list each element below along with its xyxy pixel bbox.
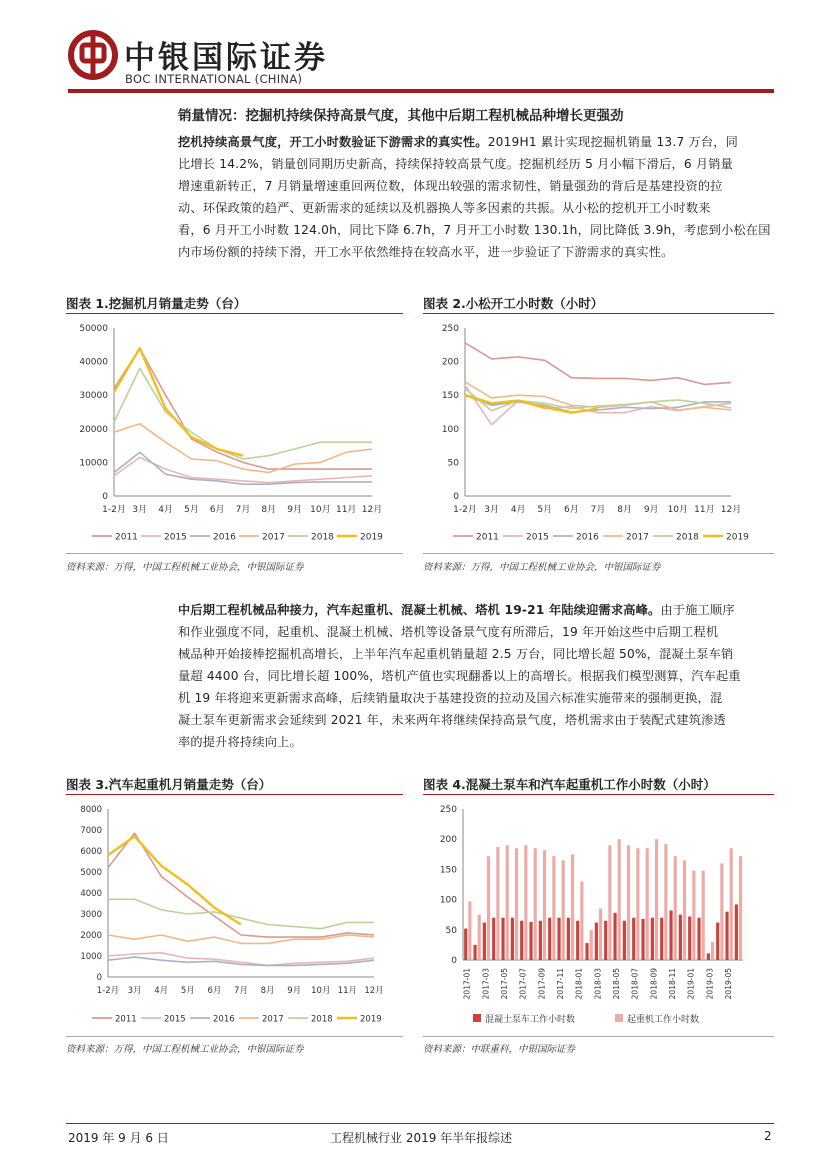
x-tick-label: 2017-05 [500, 968, 509, 1000]
y-tick-label: 0 [451, 956, 457, 966]
legend-label-crane: 起重机工作小时数 [627, 1015, 700, 1025]
bar-pump [483, 923, 486, 960]
x-tick-label: 10月 [310, 505, 331, 515]
legend-label-2017: 2017 [626, 532, 649, 543]
bar-pump [464, 929, 467, 960]
x-tick-label: 3月 [484, 505, 499, 515]
bar-pump [492, 918, 495, 960]
bar-pump [604, 921, 607, 960]
bar-crane [627, 845, 630, 960]
bar-crane [720, 863, 723, 960]
working-hours-bar-chart [423, 797, 774, 1033]
x-tick-label: 2019-03 [705, 968, 715, 1000]
legend-label-pump: 混凝土泵车工作小时数 [485, 1015, 576, 1025]
bar-crane [496, 847, 499, 960]
legend-label-2019: 2019 [360, 532, 383, 543]
figure-2-source: 资料来源：万得，中国工程机械工业协会，中银国际证券 [423, 562, 661, 573]
series-line-2018 [114, 368, 372, 459]
paragraph-1-line-3: 动、环保政策的趋严、更新需求的延续以及机器换人等多因素的共振。从小松的挖机开工小时数来 [178, 201, 711, 215]
series-line-2019 [114, 348, 243, 456]
series-line-2011 [114, 348, 372, 469]
x-tick-label: 12月 [364, 986, 384, 996]
bar-pump [585, 943, 588, 960]
y-tick-label: 0 [453, 492, 459, 502]
series-line-2015 [114, 457, 372, 482]
bar-crane [655, 839, 658, 960]
figure-2-title: 图表 2.小松开工小时数（小时） [423, 296, 604, 311]
legend-swatch-crane [615, 1014, 623, 1022]
boc-logo-icon [68, 30, 118, 80]
bar-crane [552, 856, 555, 960]
x-tick-label: 1-2月 [102, 505, 126, 515]
series-line-2017 [108, 935, 374, 943]
x-tick-label: 8月 [261, 505, 277, 515]
x-tick-label: 5月 [537, 505, 553, 515]
x-tick-label: 5月 [184, 505, 199, 515]
x-tick-label: 2018-07 [630, 968, 640, 1000]
paragraph-1-line-1: 比增长 14.2%，销量创同期历史新高，持续保持较高景气度。挖掘机经历 5 月小幅下滑后，6 月销量 [178, 157, 734, 171]
bar-pump [660, 918, 663, 960]
figure-3-title-rule [66, 794, 403, 795]
x-tick-label: 10月 [311, 986, 331, 996]
x-tick-label: 2018-11 [668, 968, 677, 1000]
figure-3-title: 图表 3.汽车起重机月销量走势（台） [66, 777, 272, 792]
y-tick-label: 1000 [80, 952, 102, 962]
y-tick-label: 0 [96, 973, 102, 983]
bar-crane [646, 848, 649, 960]
y-tick-label: 5000 [80, 868, 102, 878]
bar-crane [515, 848, 518, 960]
x-tick-label: 2017-11 [556, 968, 565, 1000]
bar-crane [506, 845, 509, 960]
paragraph-2 [178, 599, 760, 753]
company-name-en: BOC INTERNATIONAL (CHINA) [125, 72, 303, 86]
x-tick-label: 1-2月 [453, 505, 477, 515]
legend-label-2019: 2019 [360, 1014, 382, 1025]
legend-label-2016: 2016 [213, 1014, 235, 1025]
bar-pump [595, 923, 598, 960]
series-line-2011 [465, 343, 731, 385]
bar-pump [576, 921, 579, 960]
bar-crane [468, 901, 471, 960]
figure-4-title-rule [423, 794, 774, 795]
figure-1-title: 图表 1.挖掘机月销量走势（台） [66, 296, 247, 311]
bar-pump [725, 912, 728, 960]
bar-pump [539, 921, 542, 960]
bar-crane [608, 845, 611, 960]
legend-label-2016: 2016 [213, 532, 236, 543]
x-tick-label: 7月 [590, 505, 606, 515]
x-tick-label: 11月 [337, 986, 358, 996]
bar-crane [478, 915, 481, 960]
x-tick-label: 2019-05 [724, 968, 733, 1000]
truck-crane-sales-chart [66, 797, 403, 1033]
y-tick-label: 50 [445, 925, 457, 936]
bar-crane [674, 856, 677, 960]
x-tick-label: 11月 [694, 505, 715, 515]
x-tick-label: 2017-09 [537, 968, 547, 1000]
figure-3-bottom-rule [66, 1036, 403, 1037]
komatsu-hours-chart [423, 316, 774, 550]
x-tick-label: 6月 [564, 505, 579, 515]
bar-crane [702, 871, 705, 960]
x-tick-label: 8月 [260, 986, 275, 996]
bar-crane [571, 854, 574, 960]
y-tick-label: 50000 [79, 324, 108, 334]
y-tick-label: 0 [102, 492, 108, 502]
y-tick-label: 200 [441, 357, 459, 368]
figure-1-bottom-rule [66, 553, 403, 554]
footer-page-number: 2 [764, 1129, 772, 1143]
y-tick-label: 6000 [80, 847, 102, 857]
x-tick-label: 4月 [158, 505, 173, 515]
bar-pump [511, 918, 514, 960]
legend-label-2015: 2015 [164, 532, 187, 543]
x-tick-label: 4月 [510, 505, 526, 515]
bar-pump [697, 918, 700, 960]
y-tick-label: 50 [447, 458, 459, 469]
figure-3-source: 资料来源：万得，中国工程机械工业协会，中银国际证券 [66, 1044, 304, 1055]
footer-divider [66, 1123, 774, 1124]
x-tick-label: 11月 [335, 505, 357, 515]
x-tick-label: 9月 [287, 505, 302, 515]
x-tick-label: 2018-03 [593, 968, 603, 1000]
excavator-sales-chart [66, 316, 403, 550]
paragraph-2-line-4: 机 19 年将迎来更新需求高峰，后续销量取决于基建投资的拉动及国六标准实施带来的强制更换，混 [178, 691, 723, 705]
bar-pump [669, 910, 672, 960]
legend-label-2011: 2011 [115, 532, 138, 543]
bar-pump [548, 918, 551, 960]
bar-pump [641, 919, 644, 960]
bar-crane [692, 871, 695, 960]
legend-label-2017: 2017 [262, 1014, 284, 1025]
bar-crane [487, 856, 490, 960]
series-line-2017 [114, 424, 372, 473]
y-tick-label: 100 [439, 895, 457, 906]
bar-crane [580, 881, 583, 960]
figure-1-source: 资料来源：万得，中国工程机械工业协会，中银国际证券 [66, 562, 304, 573]
x-tick-label: 7月 [234, 986, 248, 996]
bar-crane [636, 848, 639, 960]
x-tick-label: 2017-01 [462, 968, 472, 1000]
x-tick-label: 9月 [643, 505, 659, 515]
footer-date: 2019 年 9 月 6 日 [68, 1131, 169, 1145]
x-tick-label: 7月 [235, 505, 251, 515]
y-tick-label: 250 [439, 805, 457, 815]
figure-1-title-rule [66, 313, 403, 314]
paragraph-2-line-5: 凝土泵车更新需求会延续到 2021 年，未来两年将继续保持高景气度，塔机需求由于装配式建筑渗透 [178, 713, 726, 727]
paragraph-1 [178, 131, 771, 263]
x-tick-label: 12月 [720, 505, 742, 515]
bar-pump [473, 945, 476, 960]
company-name-cn: 中银国际证券 [124, 40, 328, 76]
figure-4-title: 图表 4.混凝土泵车和汽车起重机工作小时数（小时） [423, 777, 716, 792]
legend-swatch-pump [473, 1014, 481, 1022]
legend-label-2019: 2019 [726, 532, 749, 543]
x-tick-label: 9月 [287, 986, 302, 996]
header-divider [68, 89, 774, 93]
legend-label-2011: 2011 [476, 532, 499, 543]
y-tick-label: 40000 [79, 357, 108, 368]
bar-pump [501, 918, 504, 960]
x-tick-label: 2019-01 [686, 968, 696, 1000]
paragraph-2-line-6: 率的提升将持续向上。 [178, 735, 302, 749]
bar-crane [739, 856, 742, 960]
bar-pump [623, 921, 626, 960]
bar-pump [567, 918, 570, 960]
y-tick-label: 250 [441, 324, 459, 334]
bar-pump [716, 923, 719, 960]
paragraph-2-line-1: 和作业强度不同，起重机、混凝土机械、塔机等设备景气度有所滞后，19 年开始这些中后期工程机 [178, 625, 719, 639]
paragraph-1-lead: 挖机持续高景气度，开工小时数验证下游需求的真实性。 [178, 135, 488, 149]
figure-4-source: 资料来源：中联重科，中银国际证券 [423, 1044, 576, 1055]
y-tick-label: 100 [441, 424, 459, 435]
y-tick-label: 4000 [80, 889, 102, 899]
series-line-2019 [465, 395, 598, 413]
legend-label-2011: 2011 [115, 1014, 137, 1025]
bar-pump [651, 918, 654, 960]
paragraph-2-line-3: 量超 4400 台，同比增长超 100%，塔机产值也实现翻番以上的高增长。根据我们模型测算，汽车起重 [178, 669, 741, 683]
bar-pump [557, 918, 560, 960]
x-tick-label: 2017-03 [481, 968, 491, 1000]
header [0, 0, 827, 100]
bar-crane [664, 844, 667, 960]
x-tick-label: 2017-07 [518, 968, 528, 1000]
y-tick-label: 200 [439, 835, 457, 846]
bar-crane [543, 850, 546, 960]
paragraph-2-line-0: 由于施工顺序 [660, 603, 735, 617]
figure-2-title-rule [423, 313, 774, 314]
bar-crane [618, 839, 621, 960]
bar-crane [534, 848, 537, 960]
bar-crane [562, 860, 565, 960]
paragraph-1-line-0: 2019H1 累计实现挖掘机销量 13.7 万台，同 [487, 135, 739, 149]
x-tick-label: 6月 [209, 505, 225, 515]
y-tick-label: 3000 [80, 910, 102, 920]
bar-pump [529, 922, 532, 960]
bar-crane [711, 942, 714, 960]
figure-4-bottom-rule [423, 1036, 774, 1037]
y-tick-label: 7000 [80, 826, 102, 836]
legend-label-2018: 2018 [311, 532, 334, 543]
x-tick-label: 2018-05 [612, 968, 621, 1000]
figure-2-bottom-rule [423, 553, 774, 554]
bar-pump [679, 915, 682, 960]
x-tick-label: 1-2月 [96, 986, 120, 996]
bar-crane [730, 848, 733, 960]
legend-label-2015: 2015 [526, 532, 549, 543]
y-tick-label: 150 [441, 391, 459, 402]
paragraph-1-line-5: 内市场份额的持续下滑，开工水平依然维持在较高水平，进一步验证了下游需求的真实性。 [178, 245, 674, 259]
paragraph-1-line-2: 增速重新转正，7 月销量增速重回两位数，体现出较强的需求韧性，销量强劲的背后是基建投资的拉 [178, 179, 723, 193]
x-tick-label: 3月 [127, 986, 142, 996]
legend-label-2018: 2018 [676, 532, 699, 543]
x-tick-label: 10月 [667, 505, 689, 515]
y-tick-label: 150 [439, 865, 457, 876]
bar-pump [707, 953, 710, 960]
x-tick-label: 12月 [361, 505, 383, 515]
bar-pump [688, 917, 691, 960]
legend-label-2016: 2016 [576, 532, 599, 543]
bar-crane [599, 909, 602, 960]
bar-pump [613, 913, 616, 960]
bar-pump [520, 921, 523, 960]
paragraph-2-line-2: 械品种开始接棒挖掘机高增长，上半年汽车起重机销量超 2.5 万台，同比增长超 50%，混凝土泵车销 [178, 647, 734, 661]
x-tick-label: 2018-09 [649, 968, 659, 1000]
y-tick-label: 20000 [79, 424, 108, 435]
x-tick-label: 4月 [154, 986, 169, 996]
x-tick-label: 8月 [617, 505, 632, 515]
series-line-2011 [108, 833, 374, 937]
section-heading: 销量情况：挖掘机持续保持高景气度，其他中后期工程机械品种增长更强劲 [178, 108, 624, 124]
paragraph-2-lead: 中后期工程机械品种接力，汽车起重机、混凝土机械、塔机 19-21 年陆续迎需求高峰。 [178, 603, 661, 617]
y-tick-label: 30000 [79, 391, 108, 402]
legend-label-2015: 2015 [164, 1014, 186, 1025]
paragraph-1-line-4: 看，6 月开工小时数 124.0h，同比下降 6.7h，7 月开工小时数 130.1h，同比降低 3.9h，考虑到小松在国 [178, 223, 771, 237]
legend-label-2017: 2017 [262, 532, 285, 543]
x-tick-label: 2018-01 [574, 968, 584, 1000]
y-tick-label: 8000 [80, 805, 102, 815]
y-tick-label: 10000 [79, 458, 108, 469]
x-tick-label: 3月 [132, 505, 148, 515]
bar-crane [524, 845, 527, 960]
bar-crane [590, 930, 593, 960]
footer-doc-title: 工程机械行业 2019 年半年报综述 [330, 1131, 513, 1145]
bar-crane [683, 860, 686, 960]
bar-pump [735, 904, 738, 960]
y-tick-label: 2000 [80, 931, 102, 941]
x-tick-label: 5月 [180, 986, 195, 996]
legend-label-2018: 2018 [311, 1014, 333, 1025]
x-tick-label: 6月 [207, 986, 222, 996]
bar-pump [632, 918, 635, 960]
